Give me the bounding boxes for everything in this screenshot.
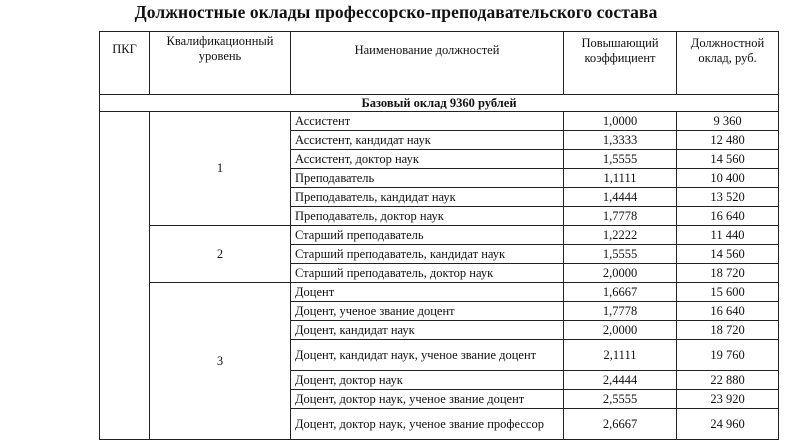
coefficient-cell: 1,1111 [564,169,677,188]
position-name-cell: Доцент, кандидат наук, ученое звание доцент [291,340,564,371]
salary-cell: 23 920 [677,390,779,409]
position-name-cell: Доцент, ученое звание доцент [291,302,564,321]
position-name-cell: Ассистент, доктор наук [291,150,564,169]
qualification-level-cell: 1 [150,112,291,226]
salary-cell: 15 600 [677,283,779,302]
salary-cell: 18 720 [677,321,779,340]
position-name-cell: Ассистент, кандидат наук [291,131,564,150]
coefficient-cell: 1,5555 [564,150,677,169]
coefficient-cell: 2,0000 [564,321,677,340]
salary-cell: 19 760 [677,340,779,371]
header-coefficient: Повышающий коэффициент [564,32,677,95]
pkg-cell [100,112,150,440]
coefficient-cell: 1,0000 [564,112,677,131]
coefficient-cell: 1,3333 [564,131,677,150]
coefficient-cell: 1,7778 [564,302,677,321]
base-salary-label: Базовый оклад 9360 рублей [100,95,779,112]
coefficient-cell: 2,6667 [564,409,677,440]
position-name-cell: Ассистент [291,112,564,131]
salary-table [99,31,779,440]
salary-cell: 16 640 [677,302,779,321]
salary-cell: 22 880 [677,371,779,390]
coefficient-cell: 1,4444 [564,188,677,207]
position-name-cell: Доцент, кандидат наук [291,321,564,340]
salary-cell: 14 560 [677,245,779,264]
coefficient-cell: 2,4444 [564,371,677,390]
document-title: Должностные оклады профессорско-преподавательского состава [134,2,658,22]
position-name-cell: Старший преподаватель, доктор наук [291,264,564,283]
table-header-row [100,32,779,95]
salary-cell: 9 360 [677,112,779,131]
coefficient-cell: 1,5555 [564,245,677,264]
coefficient-cell: 1,2222 [564,226,677,245]
qualification-level-cell: 2 [150,226,291,283]
position-name-cell: Доцент, доктор наук [291,371,564,390]
header-qualification-level: Квалификационный уровень [150,32,291,95]
coefficient-cell: 2,0000 [564,264,677,283]
salary-cell: 18 720 [677,264,779,283]
position-name-cell: Доцент, доктор наук, ученое звание профессор [291,409,564,440]
position-name-cell: Доцент [291,283,564,302]
coefficient-cell: 1,7778 [564,207,677,226]
table-row [100,283,779,302]
base-salary-row [100,95,779,112]
position-name-cell: Преподаватель, доктор наук [291,207,564,226]
header-pkg: ПКГ [100,32,150,95]
salary-cell: 24 960 [677,409,779,440]
salary-cell: 16 640 [677,207,779,226]
salary-cell: 14 560 [677,150,779,169]
table-row [100,112,779,131]
position-name-cell: Доцент, доктор наук, ученое звание доцент [291,390,564,409]
header-salary: Должностной оклад, руб. [677,32,779,95]
position-name-cell: Старший преподаватель [291,226,564,245]
salary-cell: 10 400 [677,169,779,188]
coefficient-cell: 2,1111 [564,340,677,371]
coefficient-cell: 2,5555 [564,390,677,409]
header-position-name: Наименование должностей [291,32,564,95]
position-name-cell: Преподаватель, кандидат наук [291,188,564,207]
salary-cell: 12 480 [677,131,779,150]
coefficient-cell: 1,6667 [564,283,677,302]
salary-cell: 13 520 [677,188,779,207]
table-row [100,226,779,245]
qualification-level-cell: 3 [150,283,291,440]
position-name-cell: Старший преподаватель, кандидат наук [291,245,564,264]
salary-cell: 11 440 [677,226,779,245]
position-name-cell: Преподаватель [291,169,564,188]
